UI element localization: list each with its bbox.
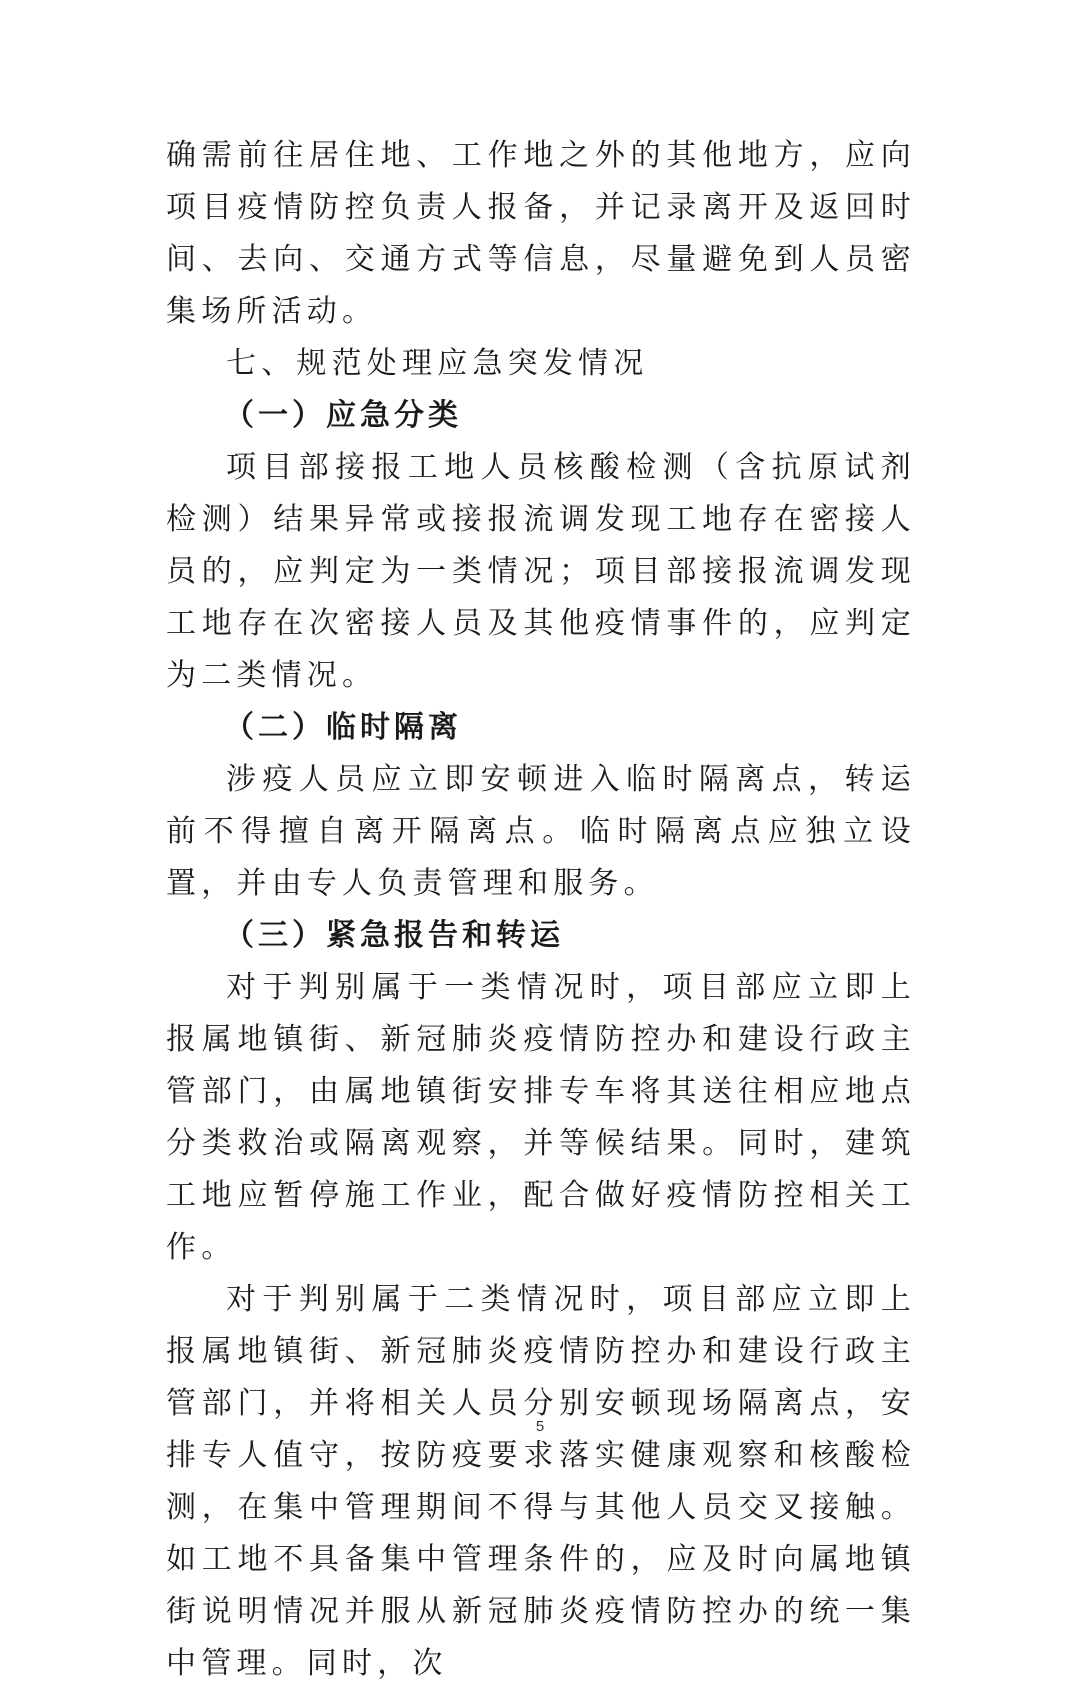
paragraph-class-one-handling: 对于判别属于一类情况时，项目部应立即上报属地镇街、新冠肺炎疫情防控办和建设行政主管部门，由属地镇街安排专车将其送往相应地点分类救治或隔离观察，并等候结果。同时，建筑工地应暂停施工作业，配合做好疫情防控相关工作。	[166, 970, 916, 1265]
paragraph-isolation: 涉疫人员应立即安顿进入临时隔离点，转运前不得擅自离开隔离点。临时隔离点应独立设置，并由专人负责管理和服务。	[166, 762, 916, 901]
subheading-emergency-report-transfer: （三）紧急报告和转运	[224, 918, 564, 953]
paragraph-class-two-handling: 对于判别属于二类情况时，项目部应立即上报属地镇街、新冠肺炎疫情防控办和建设行政主管部门，并将相关人员分别安顿现场隔离点，安排专人值守，按防疫要求落实健康观察和核酸检测，在集中管理期间不得与其他人员交叉接触。如工地不具备集中管理条件的，应及时向属地镇街说明情况并服从新冠肺炎疫情防控办的统一集中管理。同时，次	[166, 1282, 916, 1681]
paragraph-classification: 项目部接报工地人员核酸检测（含抗原试剂检测）结果异常或接报流调发现工地存在密接人员的，应判定为一类情况；项目部接报流调发现工地存在次密接人员及其他疫情事件的，应判定为二类情况。	[166, 450, 916, 693]
section-heading-7: 七、规范处理应急突发情况	[226, 346, 649, 381]
paragraph-continued: 确需前往居住地、工作地之外的其他地方，应向项目疫情防控负责人报备，并记录离开及返回时间、去向、交通方式等信息，尽量避免到人员密集场所活动。	[166, 138, 916, 329]
subheading-emergency-classification: （一）应急分类	[224, 398, 462, 433]
subheading-temporary-isolation: （二）临时隔离	[224, 710, 462, 745]
document-body	[166, 130, 916, 1690]
page-number: 5	[535, 1418, 545, 1435]
